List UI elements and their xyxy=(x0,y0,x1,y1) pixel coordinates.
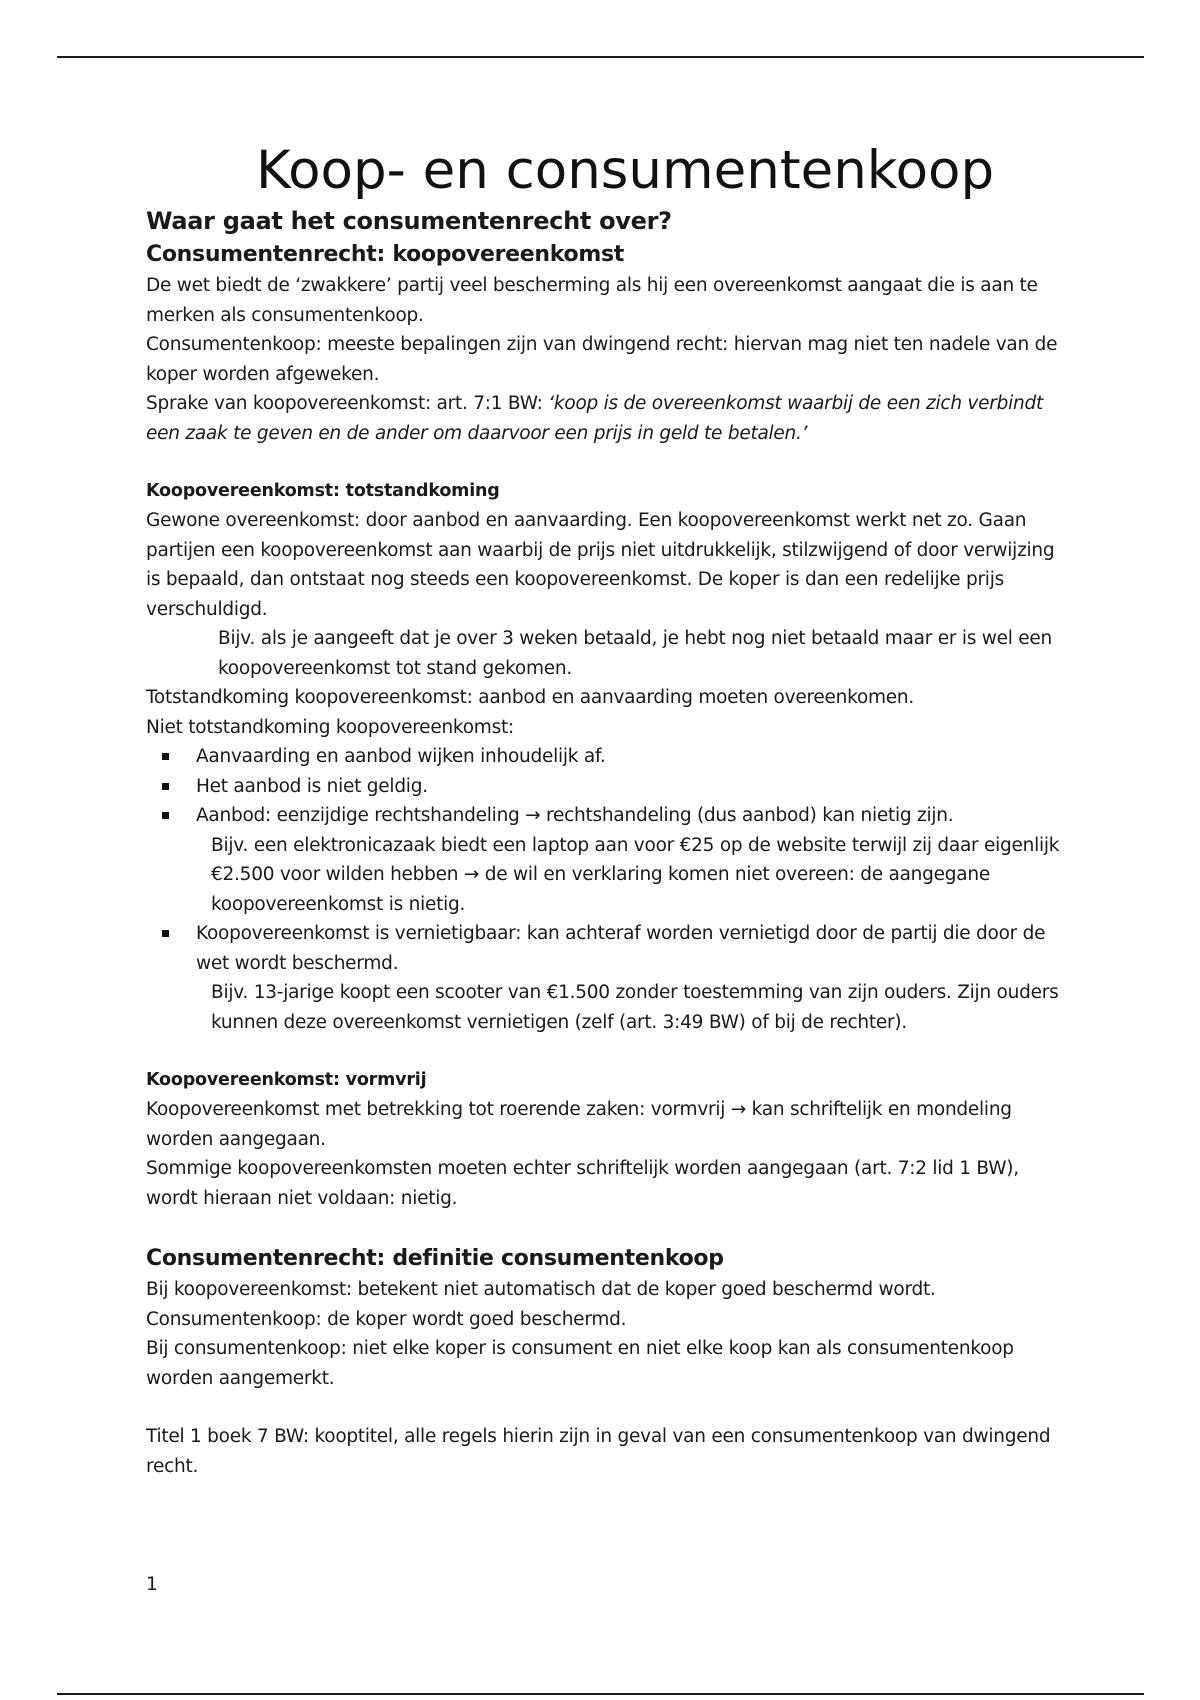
example-paragraph: Bijv. een elektronicazaak biedt een laptop aan voor €25 op de website terwijl zij daar eigenlijk €2.500 voor wilden hebben → de wil en verklaring komen niet overeen: de aangegane koopovereenkomst is nietig. xyxy=(211,834,1060,915)
spacer xyxy=(146,1393,1066,1422)
list-item xyxy=(146,919,1066,978)
bullet-list xyxy=(146,919,1066,978)
page-number: 1 xyxy=(146,1574,158,1595)
header-rule xyxy=(57,56,1144,58)
list-item xyxy=(146,742,1066,772)
subheading-koopovereenkomst: Consumentenrecht: koopovereenkomst xyxy=(146,242,624,267)
paragraph: Bij koopovereenkomst: betekent niet automatisch dat de koper goed beschermd wordt. xyxy=(146,1279,936,1300)
spacer xyxy=(146,1213,1066,1242)
bullet-icon xyxy=(162,930,169,937)
section-heading-consumentenrecht: Waar gaat het consumentenrecht over? xyxy=(146,207,672,235)
bullet-icon xyxy=(162,783,169,790)
bullet-icon xyxy=(162,753,169,760)
list-item xyxy=(146,772,1066,802)
subheading-definitie-consumentenkoop: Consumentenrecht: definitie consumentenkoop xyxy=(146,1246,724,1271)
subheading-vormvrij: Koopovereenkomst: vormvrij xyxy=(146,1070,427,1090)
subheading-totstandkoming: Koopovereenkomst: totstandkoming xyxy=(146,481,500,501)
spacer xyxy=(146,1037,1066,1066)
document-body xyxy=(146,138,1066,1481)
footer-rule xyxy=(57,1693,1144,1695)
list-item-text: Aanbod: eenzijdige rechtshandeling → rechtshandeling (dus aanbod) kan nietig zijn. xyxy=(196,805,954,826)
paragraph: Bij consumentenkoop: niet elke koper is consument en niet elke koop kan als consumentenkoop worden aangemerkt. xyxy=(146,1338,1014,1389)
paragraph: Totstandkoming koopovereenkomst: aanbod en aanvaarding moeten overeenkomen. xyxy=(146,687,915,708)
paragraph: Consumentenkoop: de koper wordt goed beschermd. xyxy=(146,1308,627,1330)
list-item-text: Koopovereenkomst is vernietigbaar: kan achteraf worden vernietigd door de partij die door de wet wordt beschermd. xyxy=(196,923,1046,974)
paragraph-definition xyxy=(146,389,1066,448)
bullet-list xyxy=(146,742,1066,831)
paragraph: Koopovereenkomst met betrekking tot roerende zaken: vormvrij → kan schriftelijk en mondeling worden aangegaan. xyxy=(146,1099,1012,1150)
list-item xyxy=(146,801,1066,831)
paragraph: De wet biedt de ‘zwakkere’ partij veel bescherming als hij een overeenkomst aangaat die is aan te merken als consumentenkoop. xyxy=(146,275,1038,326)
list-item-text: Aanvaarding en aanbod wijken inhoudelijk af. xyxy=(196,746,606,767)
paragraph: Niet totstandkoming koopovereenkomst: xyxy=(146,716,514,738)
paragraph: Titel 1 boek 7 BW: kooptitel, alle regels hierin zijn in geval van een consumentenkoop van dwingend recht. xyxy=(146,1426,1051,1477)
definition-quote: ‘koop is de overeenkomst waarbij de een zich verbindt een zaak te geven en de ander om daarvoor een prijs in geld te betalen.’ xyxy=(146,393,1043,444)
example-paragraph: Bijv. 13-jarige koopt een scooter van €1.500 zonder toestemming van zijn ouders. Zijn ouders kunnen deze overeenkomst vernietigen (zelf (art. 3:49 BW) of bij de rechter). xyxy=(211,982,1059,1033)
paragraph: Sommige koopovereenkomsten moeten echter schriftelijk worden aangegaan (art. 7:2 lid 1 BW), wordt hieraan niet voldaan: nietig. xyxy=(146,1158,1019,1209)
paragraph: Gewone overeenkomst: door aanbod en aanvaarding. Een koopovereenkomst werkt net zo. Gaan partijen een koopovereenkomst aan waarbij de prijs niet uitdrukkelijk, stilzwijgend of door verwijzing is bepaald, dan ontstaat nog steeds een koopovereenkomst. De koper is dan een redelijke prijs verschuldigd. xyxy=(146,510,1055,620)
bullet-icon xyxy=(162,812,169,819)
example-paragraph: Bijv. als je aangeeft dat je over 3 weken betaald, je hebt nog niet betaald maar er is wel een koopovereenkomst tot stand gekomen. xyxy=(218,628,1053,679)
document-title: Koop- en consumentenkoop xyxy=(256,140,995,201)
paragraph: Consumentenkoop: meeste bepalingen zijn van dwingend recht: hiervan mag niet ten nadele van de koper worden afgeweken. xyxy=(146,334,1058,385)
list-item-text: Het aanbod is niet geldig. xyxy=(196,775,428,797)
spacer xyxy=(146,448,1066,477)
definition-prefix: Sprake van koopovereenkomst: art. 7:1 BW: xyxy=(146,393,549,414)
